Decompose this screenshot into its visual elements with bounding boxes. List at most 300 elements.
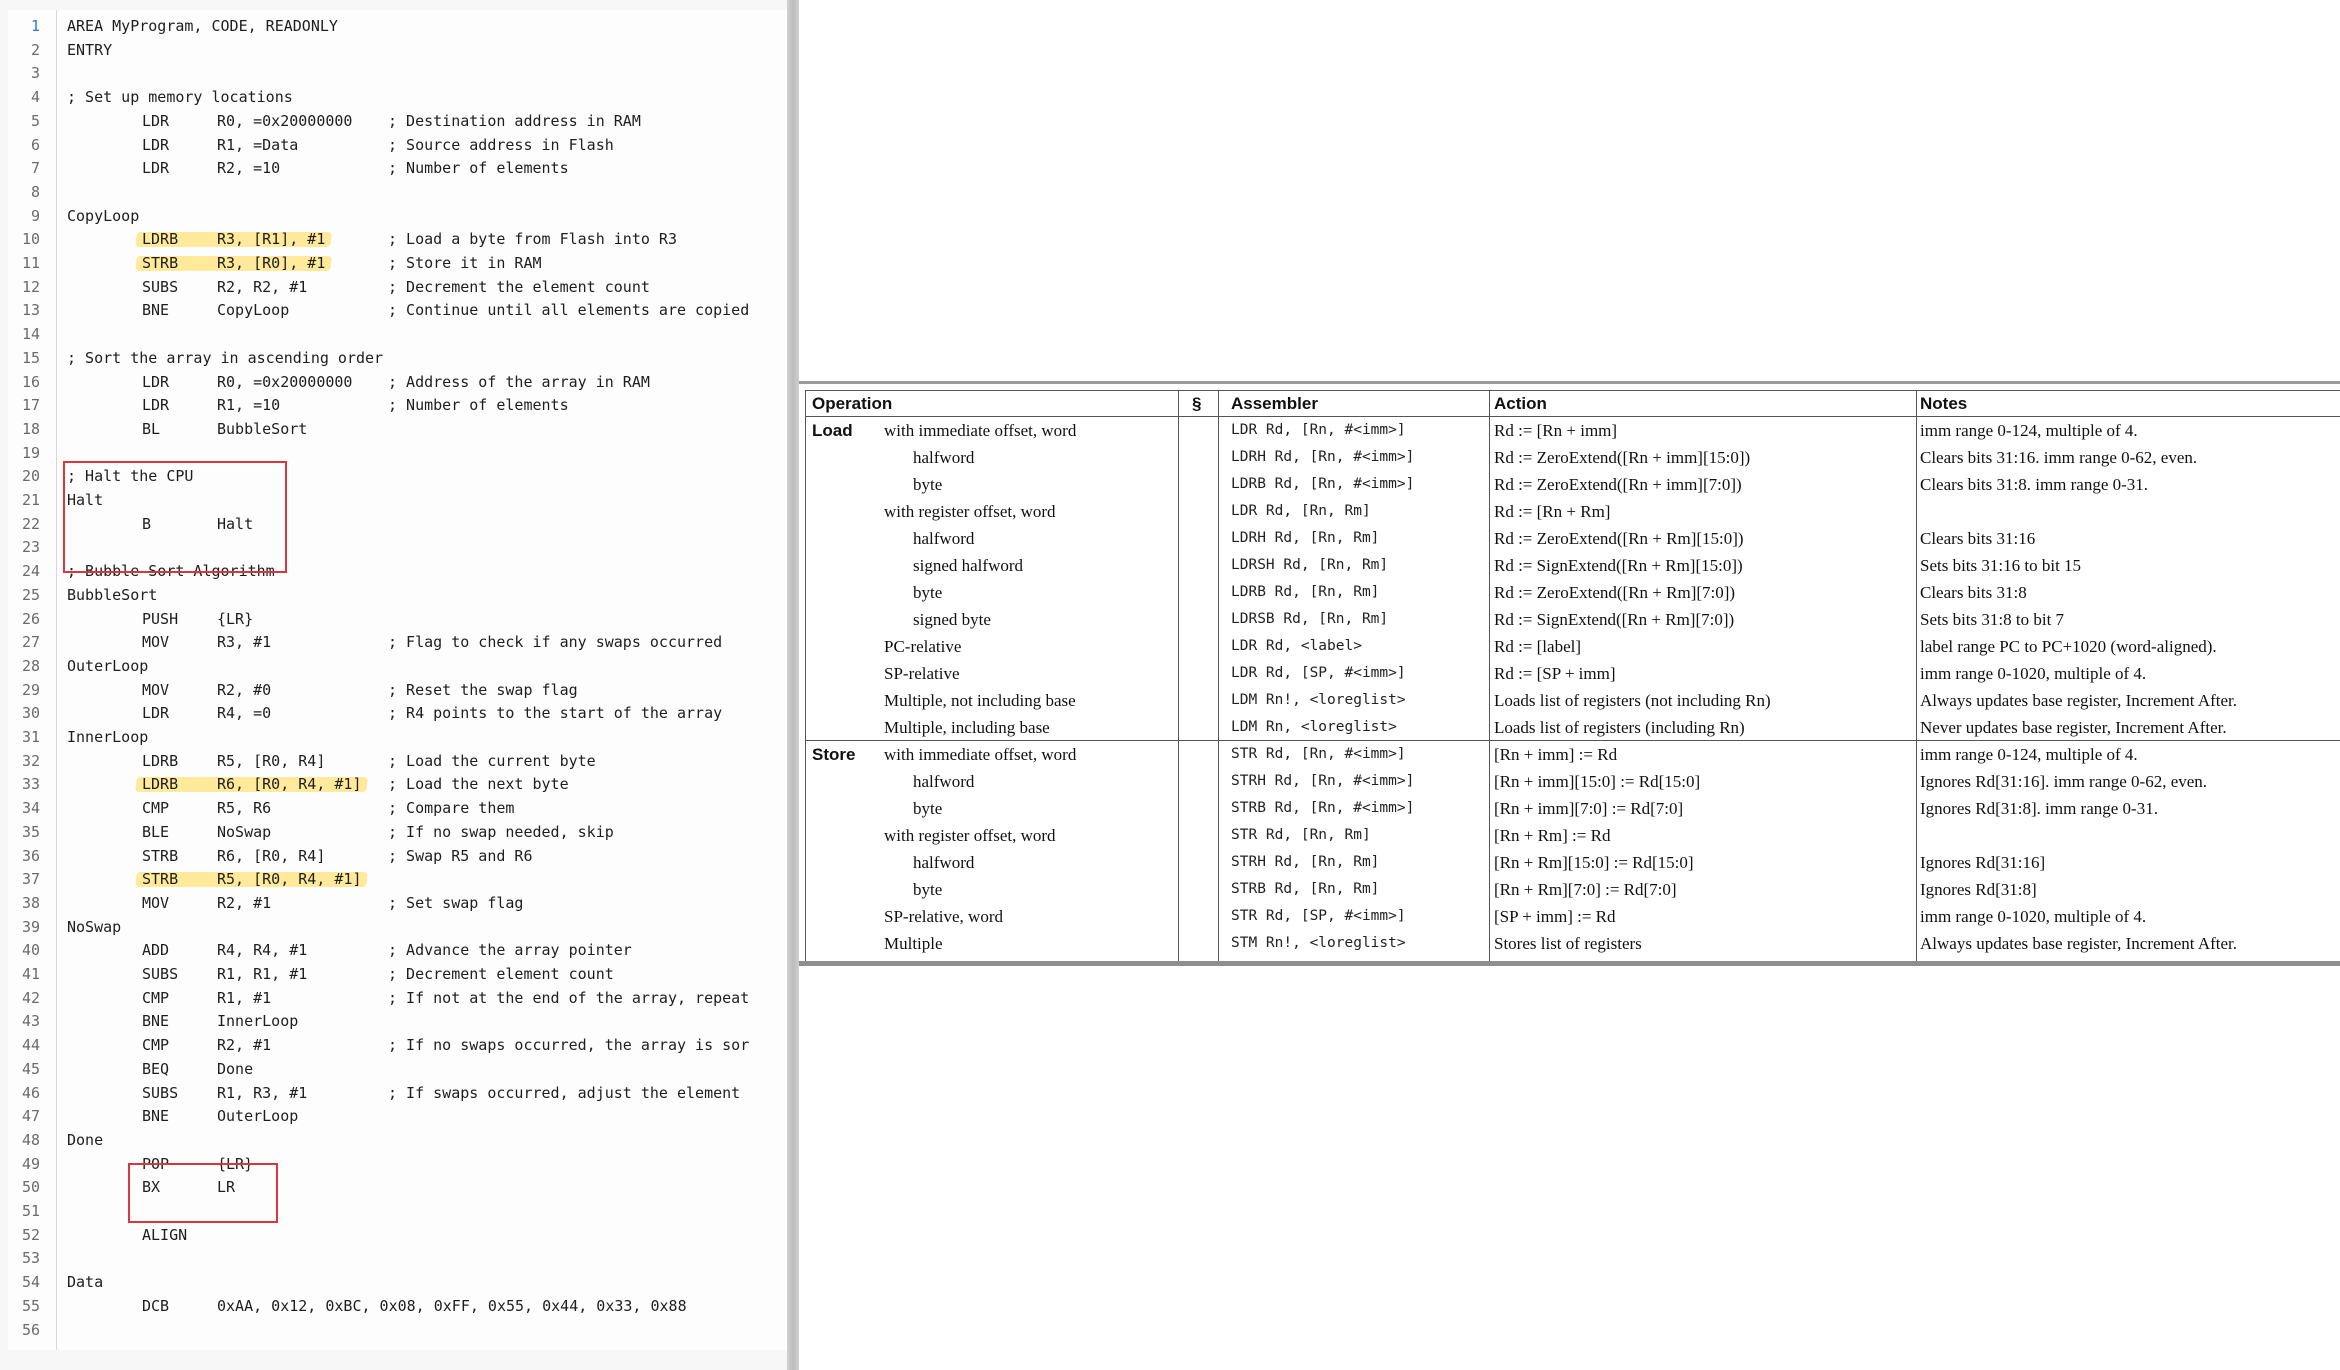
code-label: Done [67,1130,104,1149]
code-line[interactable] [8,109,787,133]
code-opcode: LDRB [142,230,179,249]
code-opcode: LDR [142,372,170,391]
code-line[interactable] [8,133,787,157]
row-action: [Rn + Rm] := Rd [1494,826,1611,845]
row-notes: Always updates base register, Increment After. [1920,934,2238,953]
row-action: [Rn + imm] := Rd [1494,745,1618,764]
code-opcode: CMP [142,988,170,1007]
code-line[interactable] [8,772,787,796]
code-operands: R1, R1, #1 [217,965,308,983]
line-number: 15 [21,348,40,367]
code-comment: ; Compare them [388,799,515,818]
code-opcode: MOV [142,633,170,652]
code-operands: BubbleSort [217,419,308,438]
row-action: [Rn + Rm][7:0] := Rd[7:0] [1494,880,1677,899]
code-comment: ; Destination address in RAM [388,111,641,130]
code-line[interactable] [8,678,787,702]
row-description: with register offset, word [884,502,1056,521]
code-text: ; Set up memory locations [67,88,293,107]
table-grid [805,390,2340,961]
code-opcode: SUBS [142,277,179,296]
row-assembler: LDRB Rd, [Rn, #<imm>] [1231,476,1415,492]
line-number: 10 [21,230,40,249]
row-notes: Clears bits 31:16 [1920,529,2036,548]
code-label: OuterLoop [67,656,149,675]
row-description: byte [913,880,943,899]
code-label: Halt [67,491,104,509]
code-opcode: LDR [142,159,170,178]
line-number: 40 [21,941,40,960]
code-line[interactable] [8,1081,787,1105]
row-action: Rd := [Rn + imm] [1494,421,1618,440]
row-notes: imm range 0-124, multiple of 4. [1920,421,2138,440]
code-comment: ; Decrement element count [388,965,614,983]
line-number: 1 [30,17,40,35]
header-section: § [1192,394,1202,413]
row-category: Load [812,421,853,440]
code-line[interactable] [8,938,787,962]
code-opcode: ALIGN [142,1225,188,1244]
code-comment: ; Load the current byte [388,751,596,770]
code-editor-pane[interactable] [0,0,787,1370]
code-opcode: BL [142,419,161,438]
row-notes: Clears bits 31:16. imm range 0-62, even. [1920,448,2198,467]
code-line[interactable] [8,1223,787,1247]
code-comment: ; Continue until all elements are copied [388,301,750,320]
row-action: [Rn + imm][7:0] := Rd[7:0] [1494,799,1684,818]
row-description: Multiple, including base [884,718,1050,737]
code-opcode: POP [142,1154,170,1173]
line-number: 5 [30,111,40,130]
code-label: BubbleSort [67,585,158,604]
code-operands: CopyLoop [217,301,290,320]
code-opcode: BLE [142,822,170,841]
code-line[interactable] [8,796,787,820]
table-row [806,822,2340,849]
row-assembler: LDRB Rd, [Rn, Rm] [1231,584,1380,600]
line-number: 24 [21,562,40,581]
code-opcode: CMP [142,1036,170,1055]
code-opcode: SUBS [142,965,179,983]
row-notes: imm range 0-1020, multiple of 4. [1920,907,2147,926]
code-opcode: BNE [142,1012,170,1031]
code-comment: ; Advance the array pointer [388,941,632,960]
line-number: 32 [21,751,40,770]
code-line[interactable] [8,962,787,986]
row-assembler: STRB Rd, [Rn, #<imm>] [1231,800,1415,816]
instruction-reference-table [799,381,2340,966]
line-number: 41 [21,965,40,983]
code-line[interactable] [8,1246,787,1270]
code-line[interactable] [8,749,787,773]
line-number: 39 [21,917,40,936]
code-line[interactable] [8,820,787,844]
line-number: 48 [21,1130,40,1149]
row-assembler: STRB Rd, [Rn, Rm] [1231,881,1380,897]
line-number: 8 [30,182,40,201]
line-number: 56 [21,1320,40,1339]
table-row [806,444,2340,471]
row-notes: Ignores Rd[31:8] [1920,880,2037,899]
code-line[interactable] [8,227,787,251]
code-line[interactable] [8,85,787,109]
row-action: Loads list of registers (not including Rn) [1494,691,1771,710]
row-assembler: STM Rn!, <loreglist> [1231,935,1406,951]
code-operands: R3, [R0], #1 [217,254,326,272]
line-number: 45 [21,1059,40,1078]
code-line[interactable] [8,251,787,275]
code-line[interactable] [8,1128,787,1152]
code-line[interactable] [8,14,787,38]
line-number: 46 [21,1083,40,1102]
code-line[interactable] [8,630,787,654]
line-number: 55 [21,1296,40,1315]
row-notes: Sets bits 31:16 to bit 15 [1920,556,2082,575]
line-number: 31 [21,728,40,746]
row-description: signed halfword [913,556,1024,575]
code-text: ENTRY [67,40,113,59]
split-divider[interactable] [787,0,799,1370]
code-operands: InnerLoop [217,1012,299,1031]
row-description: with immediate offset, word [884,421,1077,440]
code-operands: R1, R3, #1 [217,1083,308,1102]
code-comment: ; Set swap flag [388,893,524,912]
table-row [806,849,2340,876]
table-row [806,714,2340,741]
line-number: 12 [21,277,40,296]
row-assembler: LDR Rd, [Rn, #<imm>] [1231,422,1406,438]
code-opcode: LDRB [142,751,179,770]
code-line[interactable] [8,701,787,725]
code-operands: {LR} [217,609,254,628]
code-opcode: LDR [142,111,170,130]
row-description: with register offset, word [884,826,1056,845]
line-number: 25 [21,585,40,604]
code-line[interactable] [8,204,787,228]
code-line[interactable] [8,1199,787,1223]
code-opcode: STRB [142,254,179,272]
line-number: 23 [21,538,40,557]
code-line[interactable] [8,725,787,749]
table-row [806,795,2340,822]
line-number: 3 [30,64,40,83]
line-number: 43 [21,1012,40,1031]
code-operands: R3, #1 [217,633,272,652]
row-action: Rd := [label] [1494,637,1582,656]
row-notes: Ignores Rd[31:16] [1920,853,2046,872]
code-comment: ; Number of elements [388,396,569,415]
table-row [806,552,2340,579]
code-comment: ; Store it in RAM [388,254,542,272]
row-action: Rd := [SP + imm] [1494,664,1616,683]
code-opcode: SUBS [142,1083,179,1102]
table-row [806,633,2340,660]
line-number: 17 [21,396,40,415]
code-label: NoSwap [67,917,122,936]
annotation-box-return [128,1163,278,1223]
table-row [806,471,2340,498]
code-label: Data [67,1273,104,1292]
row-action: Rd := [Rn + Rm] [1494,502,1611,521]
code-comment: ; If no swaps occurred, the array is sor [388,1036,750,1055]
line-number: 30 [21,704,40,723]
code-comment: ; Number of elements [388,159,569,178]
code-operands: Halt [217,514,254,533]
code-operands: R6, [R0, R4] [217,846,326,865]
line-number: 53 [21,1249,40,1268]
code-operands: R2, #0 [217,680,272,699]
line-number: 51 [21,1202,40,1220]
code-line[interactable] [8,322,787,346]
code-operands: R1, #1 [217,988,272,1007]
row-assembler: LDRSB Rd, [Rn, Rm] [1231,611,1389,627]
code-line[interactable] [8,1294,787,1318]
line-number: 4 [30,88,40,107]
code-line[interactable] [8,1009,787,1033]
row-description: Multiple [884,934,943,953]
code-line[interactable] [8,1152,787,1176]
row-action: [Rn + Rm][15:0] := Rd[15:0] [1494,853,1694,872]
line-number: 19 [21,443,40,462]
row-notes: label range PC to PC+1020 (word-aligned). [1920,637,2217,656]
row-action: [Rn + imm][15:0] := Rd[15:0] [1494,772,1701,791]
row-assembler: LDRH Rd, [Rn, #<imm>] [1231,449,1415,465]
row-description: byte [913,583,943,602]
line-number: 6 [30,135,40,154]
code-comment: ; If not at the end of the array, repeat [388,988,750,1007]
code-operands: R5, R6 [217,799,272,818]
table-row [806,687,2340,714]
row-assembler: STR Rd, [Rn, Rm] [1231,827,1371,843]
code-line[interactable] [8,583,787,607]
code-text: ; Sort the array in ascending order [67,348,384,367]
code-line[interactable] [8,915,787,939]
code-operands: R4, R4, #1 [217,941,308,960]
row-assembler: LDR Rd, <label> [1231,638,1362,654]
code-comment: ; If swaps occurred, adjust the element [388,1083,741,1102]
code-line[interactable] [8,1104,787,1128]
line-number: 34 [21,799,40,818]
code-opcode: MOV [142,893,170,912]
row-description: SP-relative, word [884,907,1003,926]
line-number: 22 [21,514,40,533]
row-action: Stores list of registers [1494,934,1642,953]
code-opcode: BX [142,1178,161,1197]
table-row [806,525,2340,552]
code-operands: 0xAA, 0x12, 0xBC, 0x08, 0xFF, 0x55, 0x44, 0x33, 0x88 [217,1296,687,1315]
table-row [806,579,2340,606]
code-opcode: LDRB [142,775,179,794]
line-number: 27 [21,633,40,652]
code-comment: ; Decrement the element count [388,277,650,296]
code-line[interactable] [8,275,787,299]
code-operands: NoSwap [217,822,272,841]
code-operands: R5, [R0, R4, #1] [217,870,362,889]
row-notes: Ignores Rd[31:16]. imm range 0-62, even. [1920,772,2208,791]
code-line[interactable] [8,986,787,1010]
code-operands: R3, [R1], #1 [217,230,326,249]
line-number: 33 [21,775,40,794]
line-number: 28 [21,656,40,675]
code-operands: Done [217,1059,254,1078]
code-line[interactable] [8,867,787,891]
code-comment: ; Source address in Flash [388,135,614,154]
code-operands: R2, R2, #1 [217,277,308,296]
code-opcode: STRB [142,870,179,889]
code-line[interactable] [8,180,787,204]
code-line[interactable] [8,61,787,85]
line-number: 21 [21,491,40,509]
line-number: 20 [21,467,40,486]
code-text: ; Halt the CPU [67,467,194,486]
code-comment: ; Load the next byte [388,775,569,794]
row-action: Rd := ZeroExtend([Rn + imm][15:0]) [1494,448,1751,467]
row-notes: Sets bits 31:8 to bit 7 [1920,610,2065,629]
row-action: Rd := ZeroExtend([Rn + Rm][7:0]) [1494,583,1736,602]
code-line[interactable] [8,844,787,868]
code-operands: {LR} [217,1154,254,1173]
code-opcode: DCB [142,1296,170,1315]
line-number: 50 [21,1178,40,1197]
row-assembler: STRH Rd, [Rn, #<imm>] [1231,773,1415,789]
row-assembler: STR Rd, [SP, #<imm>] [1231,908,1406,924]
code-line[interactable] [8,38,787,62]
code-opcode: CMP [142,799,170,818]
row-description: byte [913,799,943,818]
code-line[interactable] [8,1175,787,1199]
code-opcode: PUSH [142,609,179,628]
code-comment: ; Swap R5 and R6 [388,846,533,865]
code-line[interactable] [8,1270,787,1294]
line-number: 36 [21,846,40,865]
code-operands: R2, =10 [217,159,281,178]
code-line[interactable] [8,346,787,370]
line-number: 49 [21,1154,40,1173]
table-row [806,417,2340,444]
line-number: 42 [21,988,40,1007]
code-operands: R0, =0x20000000 [217,111,353,130]
code-comment: ; Flag to check if any swaps occurred [388,633,723,652]
code-line[interactable] [8,298,787,322]
code-operands: R2, #1 [217,893,272,912]
row-description: halfword [913,529,975,548]
row-description: SP-relative [884,664,960,683]
row-notes: Clears bits 31:8. imm range 0-31. [1920,475,2149,494]
row-description: with immediate offset, word [884,745,1077,764]
header-action: Action [1494,394,1547,413]
line-number: 9 [30,206,40,225]
code-area[interactable] [8,10,787,1350]
row-action: Rd := ZeroExtend([Rn + Rm][15:0]) [1494,529,1744,548]
code-line[interactable] [8,607,787,631]
row-notes: Ignores Rd[31:8]. imm range 0-31. [1920,799,2158,818]
line-number: 13 [21,301,40,320]
code-opcode: B [142,514,152,533]
code-operands: R6, [R0, R4, #1] [217,775,362,794]
code-opcode: MOV [142,680,170,699]
header-notes: Notes [1920,394,1968,413]
row-description: byte [913,475,943,494]
code-operands: R1, =10 [217,396,281,415]
line-number: 35 [21,822,40,841]
code-line[interactable] [8,654,787,678]
code-line[interactable] [8,1057,787,1081]
code-label: InnerLoop [67,728,149,746]
code-operands: R1, =Data [217,135,299,154]
line-number: 52 [21,1225,40,1244]
code-opcode: LDR [142,704,170,723]
code-operands: R2, #1 [217,1036,272,1055]
table-row [806,660,2340,687]
row-category: Store [812,745,856,764]
line-number: 26 [21,609,40,628]
line-number: 54 [21,1273,40,1292]
line-number: 2 [30,40,40,59]
table-row [806,498,2340,525]
table-row [806,930,2340,957]
code-line[interactable] [8,417,787,441]
row-description: halfword [913,448,975,467]
row-action: Rd := SignExtend([Rn + Rm][7:0]) [1494,610,1735,629]
code-line[interactable] [8,1318,787,1342]
code-operands: R5, [R0, R4] [217,751,326,770]
annotation-box-halt [63,461,287,573]
line-number: 7 [30,159,40,178]
code-opcode: STRB [142,846,179,865]
row-description: signed byte [913,610,991,629]
row-assembler: STRH Rd, [Rn, Rm] [1231,854,1380,870]
code-comment: ; Reset the swap flag [388,680,578,699]
code-line[interactable] [8,393,787,417]
code-line[interactable] [8,156,787,180]
row-assembler: LDM Rn, <loreglist> [1231,719,1397,735]
code-operands: R0, =0x20000000 [217,372,353,391]
row-action: [SP + imm] := Rd [1494,907,1616,926]
row-notes: imm range 0-1020, multiple of 4. [1920,664,2147,683]
group-divider [806,964,2340,965]
code-opcode: ADD [142,941,170,960]
line-number: 18 [21,419,40,438]
reference-panel [799,0,2340,1370]
code-operands: LR [217,1178,236,1197]
code-comment: ; Address of the array in RAM [388,372,650,391]
row-action: Rd := SignExtend([Rn + Rm][15:0]) [1494,556,1743,575]
line-number: 37 [21,870,40,889]
code-text: ; Bubble Sort Algorithm [67,562,275,581]
line-number: 16 [21,372,40,391]
row-description: PC-relative [884,637,962,656]
table-row [806,741,2340,768]
line-number: 11 [21,254,40,272]
table-row [806,876,2340,903]
code-opcode: BNE [142,1107,170,1126]
table-row [806,768,2340,795]
row-action: Loads list of registers (including Rn) [1494,718,1745,737]
code-line[interactable] [8,1033,787,1057]
code-line[interactable] [8,891,787,915]
header-operation: Operation [812,394,893,413]
row-assembler: LDR Rd, [Rn, Rm] [1231,503,1371,519]
code-text: AREA MyProgram, CODE, READONLY [67,17,338,35]
row-notes: Clears bits 31:8 [1920,583,2027,602]
line-number: 29 [21,680,40,699]
row-assembler: LDRH Rd, [Rn, Rm] [1231,530,1380,546]
code-comment: ; R4 points to the start of the array [388,704,723,723]
row-notes: Always updates base register, Increment After. [1920,691,2238,710]
table-row [806,606,2340,633]
row-description: Multiple, not including base [884,691,1076,710]
code-line[interactable] [8,370,787,394]
